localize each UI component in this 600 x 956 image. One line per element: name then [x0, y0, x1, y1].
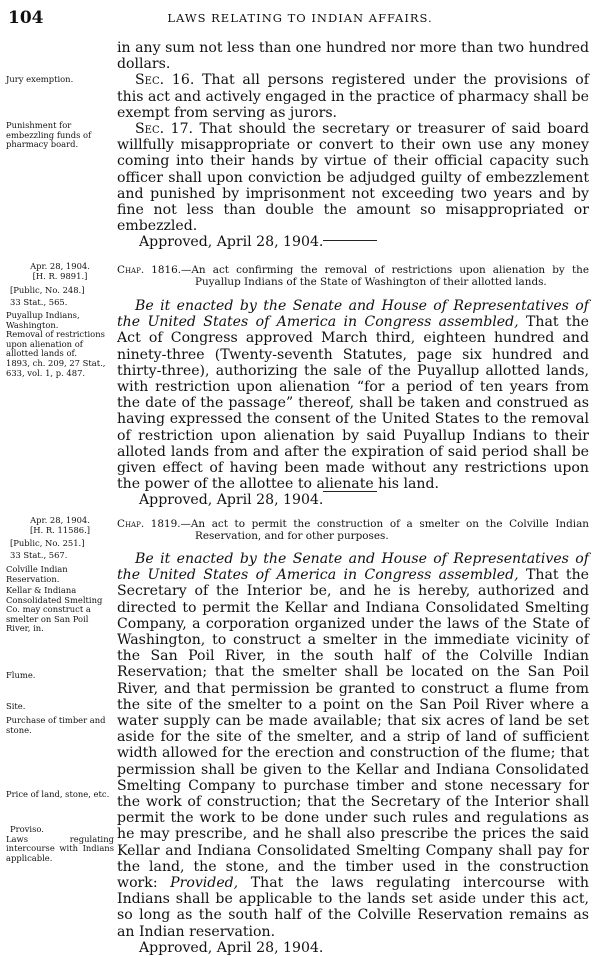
- bill-number: [H. R. 9891.]: [32, 270, 88, 281]
- margin-note-colville: Colville Indian Reservation.: [6, 564, 68, 584]
- section-divider: [323, 240, 377, 241]
- paragraph-enacting: Be it enacted by the Senate and House of Representatives of the United States of America in Congress assembled, That the Secretary of the Interior be, and he is hereby, authorized and directed to permit the Kellar and Indiana Consolidated Smelting Company, a corporation organized under the laws of the State of Washington, to construct a smelter in the immediate vicinity of the San Poil River, in the south half of the Colville Indian Reservation; that the smelter shall be located on the San Poil River, and that permission be granted to construct a flume from the site of the smelter to a point on the San Poil River where a water supply can be made available; that six acres of land be set aside for the site of the smelter, and a strip of land of sufficient width allowed for the erection and construction of the flume; that permission shall be given to the Kellar and Indiana Consolidated Smelting Company to purchase timber and stone necessary for the work of construction; that the Secretary of the Interior shall permit the work to be done under such rules and regulations as he may prescribe, and he shall also prescribe the prices the said Kellar and Indiana Consolidated Smelting Company shall pay for the land, the stone, and the timber used in the construction work: Provided, That the laws regulating intercourse with Indians shall be applicable to the lands set aside under this act, so long as the south half of the Colville Reservation remains as an Indian reservation.: [117, 551, 590, 940]
- section-pharmacy-continuation: [117, 40, 589, 251]
- public-law-number: [Public, No. 251.]: [10, 538, 85, 549]
- chapter-1816-title: Chap. 1816.—An act confirming the removal of restrictions upon alienation by the Puyallup Indians of the State of Washington of their allotted lands.: [117, 264, 589, 288]
- margin-note-punishment: Punishment for embezzling funds of pharmacy board.: [6, 120, 92, 150]
- enactment-date: Apr. 28, 1904.: [30, 261, 90, 271]
- margin-note-flume: Flume.: [6, 670, 36, 680]
- page-number: 104: [8, 8, 44, 28]
- approved-line: Approved, April 28, 1904.: [139, 939, 324, 956]
- margin-note-kellar: Kellar & Indiana Consolidated Smelting Co. may construct a smelter on San Poil River, in.: [6, 585, 103, 634]
- margin-note-jury: Jury exemption.: [6, 74, 74, 84]
- chapter-1819-title: Chap. 1819.—An act to permit the construction of a smelter on the Colville Indian Reservation, and for other purposes.: [117, 518, 589, 542]
- margin-note-site: Site.: [6, 701, 26, 711]
- chapter-label: Chap. 1816.: [117, 264, 182, 276]
- bill-number: [H. R. 11586.]: [29, 524, 91, 535]
- chapter-label: Chap. 1819.: [117, 518, 181, 530]
- enactment-date: Apr. 28, 1904.: [30, 515, 90, 525]
- margin-note-proviso: Proviso. Laws regulating intercourse with Indians applicable.: [6, 824, 114, 863]
- statute-citation: 33 Stat., 565.: [10, 296, 68, 307]
- approved-line: Approved, April 28, 1904.: [139, 492, 324, 509]
- approved-line: Approved, April 28, 1904.: [139, 234, 324, 251]
- chapter-1816-body: [117, 298, 589, 509]
- public-law-number: [Public, No. 248.]: [10, 285, 85, 296]
- paragraph-sec-16: Sec. 16. That all persons registered under the provisions of this act and actively engaged in the practice of pharmacy shall be exempt from serving as jurors.: [117, 72, 589, 121]
- paragraph-enacting: Be it enacted by the Senate and House of Representatives of the United States of America in Congress assembled, That the Act of Congress approved March third, eighteen hundred and ninety-three (Twenty-seventh Statutes, page six hundred and thirty-three), authorizing the sale of the Puyallup allotted lands, with restriction upon alienation “for a period of ten years from the date of the passage” thereof, shall be taken and construed as having expressed the consent of the United States to the removal of restriction upon alienation by said Puyallup Indians to their alloted lands from and after the expiration of said period shall be given effect of having been made without any restrictions upon the power of the allottee to alienate his land.: [117, 298, 590, 493]
- paragraph-continuation: in any sum not less than one hundred nor more than two hundred dollars.: [117, 40, 589, 73]
- margin-chap-1819-meta: [6, 516, 114, 560]
- chapter-1819-body: [117, 551, 589, 956]
- statute-citation: 33 Stat., 567.: [10, 549, 68, 560]
- margin-chap-1816-meta: [6, 262, 114, 307]
- margin-note-purchase: Purchase of timber and stone.: [6, 715, 106, 735]
- section-label: Sec. 16.: [135, 72, 195, 89]
- section-divider: [323, 491, 377, 492]
- proviso-word: Provided,: [170, 875, 239, 892]
- paragraph-sec-17: Sec. 17. That should the secretary or treasurer of said board willfully misappropriate or convert to their own use any money coming into their hands by virtue of their official capacity such officer shall upon conviction be adjudged guilty of embezzlement and punished by imprisonment not exceeding two years and by fine not less than double the amount so misappropriated or embezzled.: [117, 121, 589, 235]
- section-label: Sec. 17.: [135, 121, 194, 138]
- running-head: LAWS RELATING TO INDIAN AFFAIRS.: [167, 11, 433, 25]
- page-header: [0, 8, 600, 28]
- margin-note-price: Price of land, stone, etc.: [6, 789, 110, 799]
- margin-note-puyallup: Puyallup Indians, Washington. Removal of restrictions upon alienation of allotted lands of. 1893, ch. 209, 27 Stat., 633, vol. 1, p. 487.: [6, 310, 106, 378]
